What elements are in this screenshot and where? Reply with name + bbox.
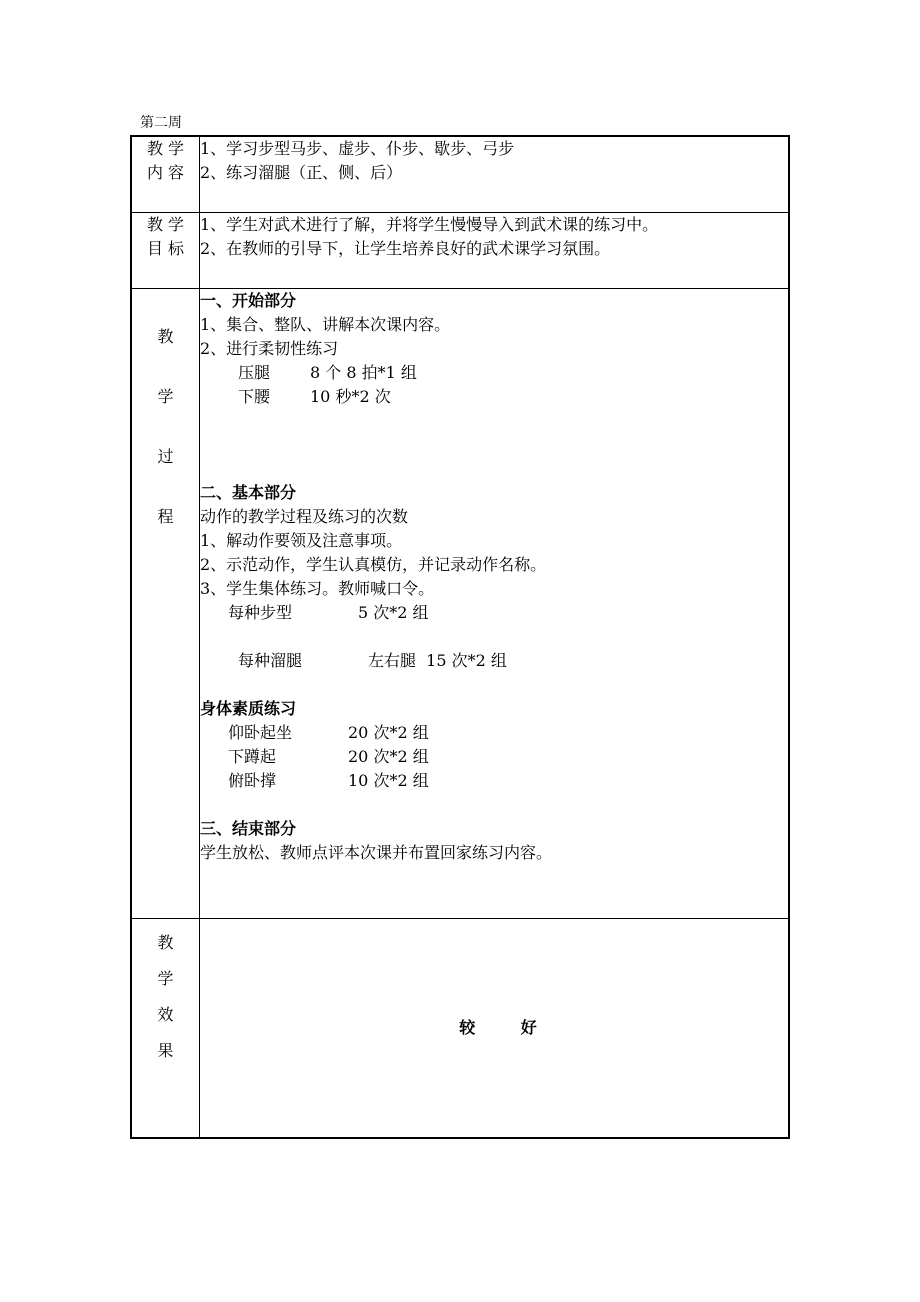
row-teaching-content — [131, 136, 789, 212]
stretch-row — [200, 361, 788, 385]
fitness-row — [200, 745, 788, 769]
label-char: 效 — [157, 1004, 174, 1024]
stretch-amount: 8 个 8 拍*1 组 — [310, 362, 417, 382]
steps-name: 每种步型 — [228, 602, 293, 622]
label-char: 果 — [157, 1040, 174, 1060]
process-line: 2、进行柔韧性练习 — [200, 338, 339, 358]
stretch-name: 下腰 — [238, 386, 271, 406]
stretch-row — [200, 385, 788, 409]
kicks-name: 每种溜腿 — [238, 650, 303, 670]
label-char: 过 — [157, 446, 174, 466]
teaching-effect-result: 较 好 — [200, 918, 790, 1138]
stretch-amount: 10 秒*2 次 — [310, 386, 391, 406]
part2-title: 二、基本部分 — [200, 482, 297, 502]
content-line: 1、学习步型马步、虚步、仆步、歇步、弓步 — [200, 139, 515, 158]
fitness-row — [200, 769, 788, 793]
fitness-name: 仰卧起坐 — [228, 722, 293, 742]
teaching-content-cell — [200, 136, 790, 212]
content-line: 2、练习溜腿（正、侧、后） — [200, 163, 403, 182]
label-char: 教 — [157, 932, 174, 952]
process-line: 2、示范动作，学生认真模仿，并记录动作名称。 — [200, 554, 547, 574]
teaching-process-cell — [200, 288, 790, 918]
kicks-row — [200, 649, 788, 673]
kicks-amount: 左右腿 15 次*2 组 — [368, 650, 507, 670]
week-label: 第二周 — [140, 115, 182, 131]
fitness-name: 下蹲起 — [228, 746, 277, 766]
row-teaching-process — [131, 288, 789, 918]
label-char: 学 — [157, 386, 174, 406]
label-teaching-process — [131, 288, 200, 918]
label-line: 教 学 — [146, 214, 185, 234]
lesson-plan-table — [130, 135, 790, 1139]
label-line: 教 学 — [146, 139, 185, 158]
row-teaching-effect — [131, 918, 789, 1138]
fitness-row — [200, 721, 788, 745]
fitness-amount: 10 次*2 组 — [348, 770, 429, 790]
fitness-name: 俯卧撑 — [228, 770, 277, 790]
goal-line: 2、在教师的引导下，让学生培养良好的武术课学习氛围。 — [200, 238, 611, 258]
label-char: 程 — [157, 506, 174, 526]
label-teaching-goal — [131, 212, 200, 288]
process-line: 学生放松、教师点评本次课并布置回家练习内容。 — [200, 842, 553, 862]
process-line: 3、学生集体练习。教师喊口令。 — [200, 578, 435, 598]
label-line: 内 容 — [146, 163, 185, 182]
teaching-goal-cell — [200, 212, 790, 288]
steps-row — [200, 601, 788, 625]
goal-line: 1、学生对武术进行了解，并将学生慢慢导入到武术课的练习中。 — [200, 214, 659, 234]
label-char: 教 — [157, 326, 174, 346]
process-line: 动作的教学过程及练习的次数 — [200, 506, 409, 526]
label-teaching-effect — [131, 918, 200, 1138]
part1-title: 一、开始部分 — [200, 290, 297, 310]
process-line: 1、解动作要领及注意事项。 — [200, 530, 403, 550]
label-teaching-content — [131, 136, 200, 212]
row-teaching-goal — [131, 212, 789, 288]
label-line: 目 标 — [146, 238, 185, 258]
fitness-amount: 20 次*2 组 — [348, 746, 429, 766]
fitness-title: 身体素质练习 — [200, 698, 297, 718]
label-char: 学 — [157, 968, 174, 988]
steps-amount: 5 次*2 组 — [358, 602, 429, 622]
fitness-amount: 20 次*2 组 — [348, 722, 429, 742]
stretch-name: 压腿 — [238, 362, 271, 382]
process-line: 1、集合、整队、讲解本次课内容。 — [200, 314, 451, 334]
part3-title: 三、结束部分 — [200, 818, 297, 838]
